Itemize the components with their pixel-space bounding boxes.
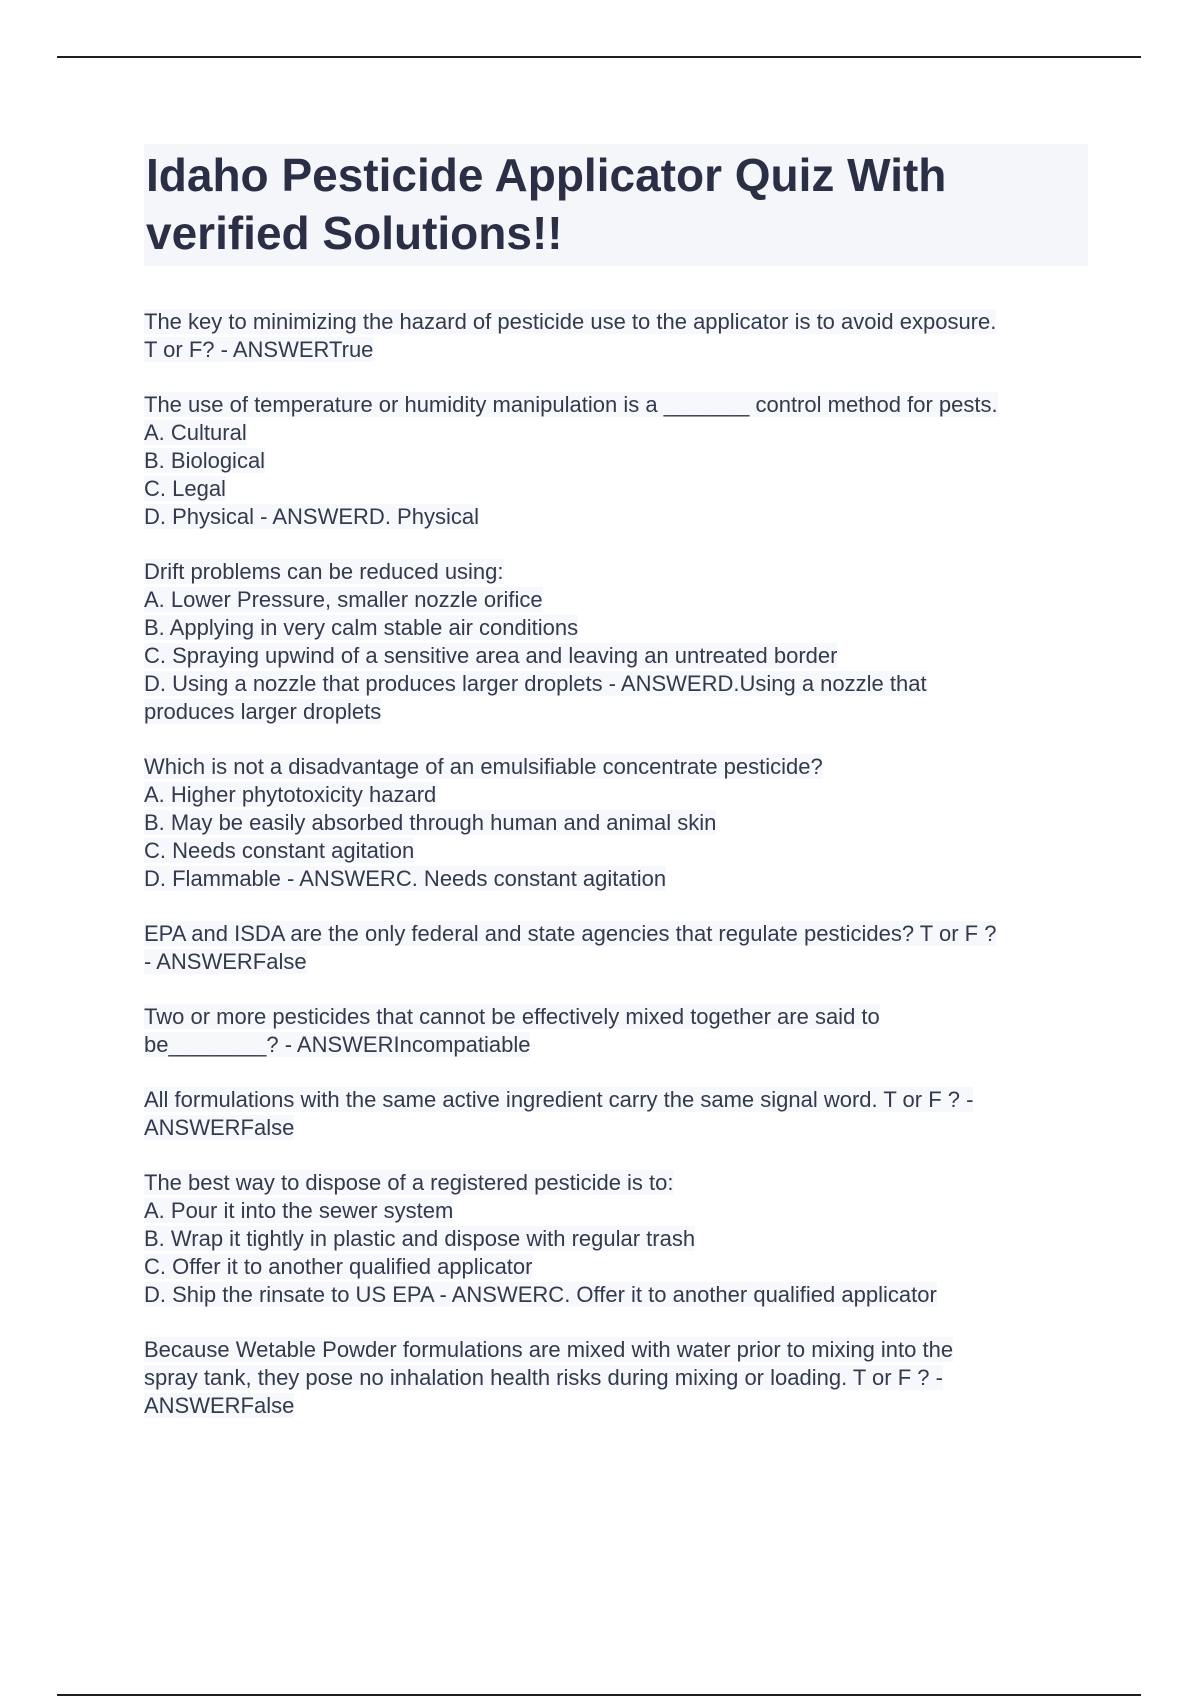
- qa-line: D. Physical - ANSWERD. Physical: [144, 504, 479, 529]
- page-title: [144, 144, 1088, 266]
- qa-line: D. Ship the rinsate to US EPA - ANSWERC. Offer it to another qualified applicator: [144, 1282, 937, 1307]
- qa-item: [144, 920, 1088, 976]
- qa-line: ANSWERFalse: [144, 1115, 295, 1140]
- qa-line: A. Lower Pressure, smaller nozzle orifice: [144, 587, 543, 612]
- qa-line: B. Applying in very calm stable air conditions: [144, 615, 579, 640]
- qa-item: [144, 753, 1088, 893]
- qa-line: ANSWERFalse: [144, 1393, 295, 1418]
- qa-line: Drift problems can be reduced using:: [144, 559, 504, 584]
- qa-line: A. Cultural: [144, 420, 247, 445]
- qa-line: T or F? - ANSWERTrue: [144, 337, 374, 362]
- qa-line: Two or more pesticides that cannot be effectively mixed together are said to: [144, 1004, 880, 1029]
- footer-rule: [57, 1694, 1141, 1696]
- qa-line: - ANSWERFalse: [144, 949, 307, 974]
- qa-line: C. Offer it to another qualified applicator: [144, 1254, 533, 1279]
- qa-item: [144, 1169, 1088, 1309]
- qa-line: Which is not a disadvantage of an emulsifiable concentrate pesticide?: [144, 754, 823, 779]
- qa-line: EPA and ISDA are the only federal and state agencies that regulate pesticides? T or F ?: [144, 921, 997, 946]
- page-title-line-2: verified Solutions!!: [146, 207, 563, 259]
- qa-line: be________? - ANSWERIncompatiable: [144, 1032, 531, 1057]
- qa-item: [144, 1086, 1088, 1142]
- qa-line: B. Wrap it tightly in plastic and dispose with regular trash: [144, 1226, 696, 1251]
- qa-item: [144, 558, 1088, 726]
- header-rule: [57, 56, 1141, 58]
- qa-item: [144, 308, 1088, 364]
- qa-line: B. Biological: [144, 448, 266, 473]
- qa-list: [144, 308, 1088, 1447]
- qa-item: [144, 391, 1088, 531]
- qa-line: D. Flammable - ANSWERC. Needs constant agitation: [144, 866, 667, 891]
- qa-line: D. Using a nozzle that produces larger droplets - ANSWERD.Using a nozzle that: [144, 671, 927, 696]
- qa-line: C. Spraying upwind of a sensitive area and leaving an untreated border: [144, 643, 838, 668]
- qa-item: [144, 1003, 1088, 1059]
- qa-line: B. May be easily absorbed through human and animal skin: [144, 810, 717, 835]
- qa-line: C. Needs constant agitation: [144, 838, 415, 863]
- qa-line: The key to minimizing the hazard of pesticide use to the applicator is to avoid exposure.: [144, 309, 997, 334]
- qa-line: C. Legal: [144, 476, 226, 501]
- qa-line: Because Wetable Powder formulations are mixed with water prior to mixing into the: [144, 1337, 954, 1362]
- page-title-line-1: Idaho Pesticide Applicator Quiz With: [146, 149, 947, 201]
- qa-line: All formulations with the same active ingredient carry the same signal word. T or F ? -: [144, 1087, 974, 1112]
- qa-line: The use of temperature or humidity manipulation is a _______ control method for pests.: [144, 392, 998, 417]
- qa-line: produces larger droplets: [144, 699, 382, 724]
- qa-line: A. Higher phytotoxicity hazard: [144, 782, 437, 807]
- qa-item: [144, 1336, 1088, 1420]
- qa-line: A. Pour it into the sewer system: [144, 1198, 454, 1223]
- qa-line: The best way to dispose of a registered pesticide is to:: [144, 1170, 674, 1195]
- qa-line: spray tank, they pose no inhalation health risks during mixing or loading. T or F ? -: [144, 1365, 943, 1390]
